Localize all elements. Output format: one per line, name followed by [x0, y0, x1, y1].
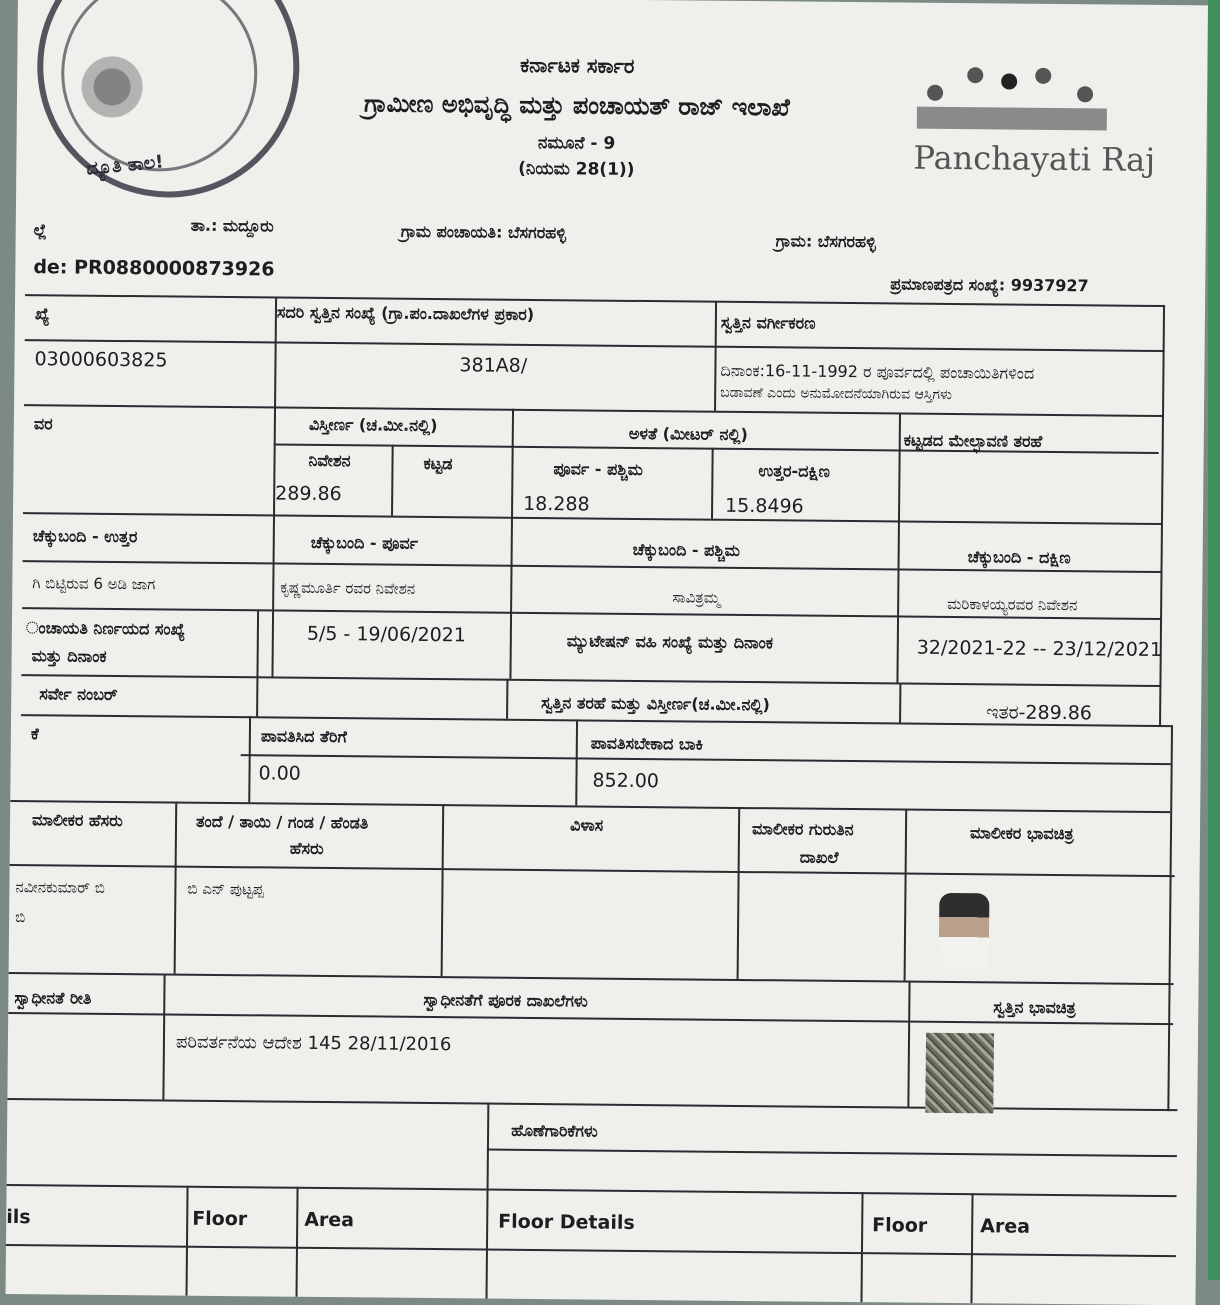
dimensions-header: ಅಳತೆ (ಮೀಟರ್ ನಲ್ಲಿ) — [628, 423, 749, 445]
north-south-header: ಉತ್ತರ-ದಕ್ಷಿಣ — [758, 461, 830, 481]
tax-left-header: ಕೆ — [30, 724, 39, 744]
property-class-header: ಸ್ವತ್ತಿನ ವರ್ಗೀಕರಣ — [720, 312, 816, 333]
parent-name-value: ಬಿ ಎನ್ ಪುಟ್ಟಪ್ಪ — [187, 879, 264, 899]
west-boundary-value: ಸಾವಿತ್ರಮ್ಮ — [672, 588, 721, 607]
possession-docs-value: ಪರಿವರ್ತನೆಯ ಆದೇಶ 145 28/11/2016 — [175, 1031, 452, 1056]
dept-title: ಗ್ರಾಮೀಣ ಅಭಿವೃದ್ಧಿ ಮತ್ತು ಪಂಚಾಯತ್ ರಾಜ್ ಇಲಾಖೆ — [363, 89, 790, 122]
certificate-page — [6, 0, 1208, 1305]
property-type-header: ಸ್ವತ್ತಿನ ತರಹೆ ಮತ್ತು ವಿಸ್ತೀರ್ಣ(ಚ.ಮೀ.ನಲ್ಲಿ) — [541, 693, 770, 715]
area-header-1: Area — [304, 1208, 355, 1232]
village-label: ಗ್ರಾಮ: ಬೆಸಗರಹಳ್ಳಿ — [775, 231, 876, 252]
site-area-value: 289.86 — [275, 482, 342, 506]
logo-text: Panchayati Raj — [913, 138, 1156, 179]
east-boundary-value: ಕೃಷ್ಣಮೂರ್ತಿ ರವರ ನಿವೇಶನ — [280, 578, 416, 598]
district-label-cut: ಲ್ಲೆ — [33, 220, 47, 240]
west-boundary-header: ಚೆಕ್ಕುಬಂದಿ - ಪಶ್ಚಿಮ — [632, 539, 741, 560]
possession-mode-header: ಸ್ವಾಧೀನತೆ ರೀತಿ — [14, 988, 92, 1008]
govt-title: ಕರ್ನಾಟಕ ಸರ್ಕಾರ — [520, 52, 635, 78]
east-west-header: ಪೂರ್ವ - ಪಶ್ಚಿಮ — [553, 459, 643, 480]
area-left-header: ವರ — [33, 414, 53, 434]
property-id-value: 03000603825 — [34, 348, 168, 372]
north-boundary-value: ಗಿ ಬಿಟ್ಟಿರುವ 6 ಅಡಿ ಜಾಗ — [32, 574, 156, 594]
south-boundary-header: ಚೆಕ್ಕುಬಂದಿ - ದಕ್ಷಿಣ — [967, 547, 1071, 568]
east-boundary-header: ಚೆಕ್ಕುಬಂದಿ - ಪೂರ್ವ — [310, 532, 419, 553]
property-photo-header: ಸ್ವತ್ತಿನ ಭಾವಚಿತ್ರ — [993, 997, 1076, 1018]
property-class-line1: ದಿನಾಂಕ:16-11-1992 ರ ಪೂರ್ವದಲ್ಲಿ ಪಂಚಾಯಿತಿಗಳಿಂದ — [720, 360, 1035, 383]
address-header: ವಿಳಾಸ — [569, 815, 604, 835]
liabilities-header: ಹೊಣೆಗಾರಿಕೆಗಳು — [511, 1120, 598, 1141]
mutation-header: ಮ್ಯುಟೇಷನ್ ವಹಿ ಸಂಖ್ಯೆ ಮತ್ತು ದಿನಾಂಕ — [566, 631, 774, 653]
property-id-header: ಖ್ಯೆ — [34, 304, 50, 324]
floor-details-header: Floor Details — [498, 1210, 635, 1234]
building-header: ಕಟ್ಟಡ — [423, 453, 453, 474]
owner-id-proof-header-2: ದಾಖಲೆ — [799, 847, 839, 867]
floor-details-header-cut: ils — [6, 1205, 31, 1229]
property-class-line2: ಬಡಾವಣೆ ಎಂದು ಅನುಮೋದನೆಯಾಗಿರುವ ಆಸ್ತಿಗಳು — [720, 384, 953, 403]
gp-label: ಗ್ರಾಮ ಪಂಚಾಯತಿ: ಬೆಸಗರಹಳ್ಳಿ — [400, 221, 567, 243]
tax-paid-value: 0.00 — [258, 762, 301, 785]
north-south-value: 15.8496 — [725, 494, 804, 518]
parent-name-header-1: ತಂದೆ / ತಾಯಿ / ಗಂಡ / ಹೆಂಡತಿ — [195, 811, 369, 833]
background-edge — [1208, 0, 1220, 1280]
north-boundary-header: ಚೆಕ್ಕುಬಂದಿ - ಉತ್ತರ — [32, 526, 138, 547]
roof-type-header: ಕಟ್ಟಡದ ಮೇಲ್ಛಾವಣಿ ತರಹೆ — [903, 430, 1043, 451]
floor-header-2: Floor — [872, 1214, 928, 1237]
certificate-number: ಪ್ರಮಾಣಪತ್ರದ ಸಂಖ್ಯೆ: 9937927 — [890, 274, 1089, 296]
floor-header-1: Floor — [192, 1207, 248, 1231]
area-header: ವಿಸ್ತೀರ್ಣ (ಚ.ಮೀ.ನಲ್ಲಿ) — [308, 414, 438, 436]
rule-number: (ನಿಯಮ 28(1)) — [518, 158, 635, 180]
resolution-header-1: ಂಚಾಯತಿ ನಿರ್ಣಯದ ಸಂಖ್ಯೆ — [25, 618, 186, 639]
owner-photo — [939, 893, 990, 973]
resolution-header-2: ಮತ್ತು ದಿನಾಂಕ — [31, 646, 107, 666]
property-number-header: ಸದರಿ ಸ್ವತ್ತಿನ ಸಂಖ್ಯೆ (ಗ್ರಾ.ಪಂ.ದಾಖಲೆಗಳ ಪ್ರಕಾರ) — [276, 302, 535, 324]
owner-photo-header: ಮಾಲೀಕರ ಭಾವಚಿತ್ರ — [969, 823, 1074, 844]
form-number: ನಮೂನೆ - 9 — [537, 132, 616, 154]
possession-docs-header: ಸ್ವಾಧೀನತೆಗೆ ಪೂರಕ ದಾಖಲೆಗಳು — [423, 989, 588, 1011]
property-number-value: 381A8/ — [459, 354, 528, 377]
parent-name-header-2: ಹೆಸರು — [289, 838, 324, 858]
property-photo — [925, 1033, 994, 1114]
property-type-value: ಇತರ-289.86 — [986, 701, 1093, 725]
tax-paid-header: ಪಾವತಿಸಿದ ತೆರಿಗೆ — [260, 726, 347, 747]
seal-text: ದ್ಯೂತಿ ತಾಲ! — [85, 151, 165, 180]
property-code: de: PR0880000873926 — [33, 256, 275, 281]
tax-due-header: ಪಾವತಿಸಬೇಕಾದ ಬಾಕಿ — [590, 733, 704, 754]
owner-name-line2: ಬಿ — [15, 908, 26, 927]
mutation-value: 32/2021-22 -- 23/12/2021 — [916, 636, 1163, 662]
owner-name-line1: ನವೀನಕುಮಾರ್ ಬಿ — [15, 878, 105, 897]
east-west-value: 18.288 — [523, 492, 590, 516]
south-boundary-value: ಮರಿಕಾಳಯ್ಯರವರ ನಿವೇಶನ — [947, 594, 1078, 615]
site-header: ನಿವೇಶನ — [308, 450, 351, 471]
owner-name-header: ಮಾಲೀಕರ ಹೆಸರು — [31, 810, 123, 831]
area-header-2: Area — [980, 1215, 1031, 1238]
survey-number-header: ಸರ್ವೇ ನಂಬರ್ — [39, 684, 118, 704]
resolution-value: 5/5 - 19/06/2021 — [306, 622, 467, 647]
owner-id-proof-header-1: ಮಾಲೀಕರ ಗುರುತಿನ — [751, 819, 854, 840]
tax-due-value: 852.00 — [592, 769, 660, 793]
taluk-label: ತಾ.: ಮದ್ದೂರು — [190, 215, 274, 236]
